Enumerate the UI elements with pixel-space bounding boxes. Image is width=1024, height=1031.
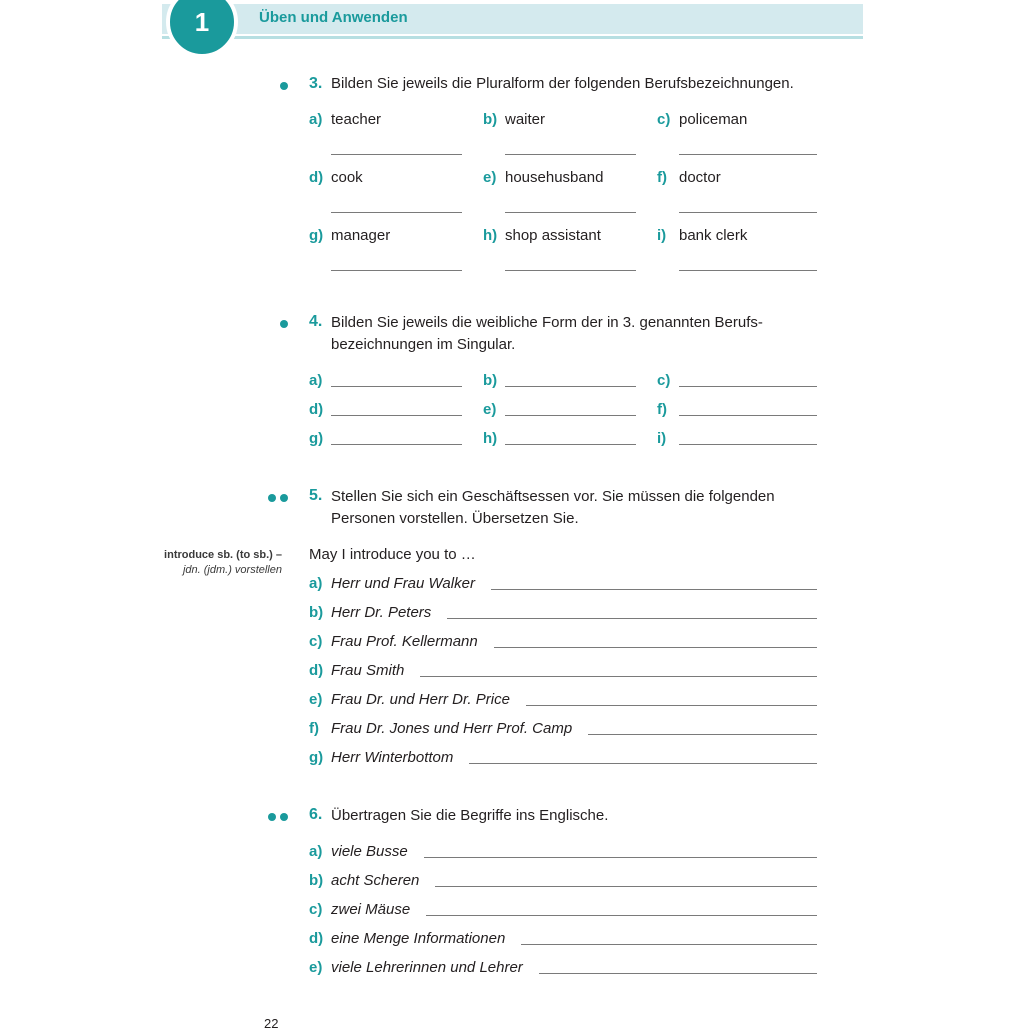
item-label: c) — [657, 372, 671, 389]
page-number: 22 — [264, 1016, 279, 1031]
exercise-4-instruction-line2: bezeichnungen im Singular. — [331, 336, 516, 353]
item-label: e) — [309, 691, 323, 708]
item-text: Herr Dr. Peters — [331, 604, 432, 621]
chapter-badge — [166, 0, 238, 58]
item-label: b) — [483, 111, 498, 128]
item-label: h) — [483, 227, 498, 244]
item-label: d) — [309, 662, 324, 679]
section-title: Üben und Anwenden — [259, 9, 408, 26]
item-label: c) — [309, 901, 323, 918]
answer-line[interactable] — [420, 676, 817, 677]
difficulty-dot — [268, 494, 276, 502]
margin-note-translation: jdn. (jdm.) vorstellen — [182, 564, 282, 576]
difficulty-dot — [268, 813, 276, 821]
exercise-5-lead-sentence: May I introduce you to … — [309, 546, 476, 563]
header-rule — [162, 36, 863, 39]
answer-line[interactable] — [331, 212, 462, 213]
answer-line[interactable] — [469, 763, 817, 764]
item-text: Herr und Frau Walker — [331, 575, 475, 592]
item-text: Frau Prof. Kellermann — [331, 633, 478, 650]
difficulty-dot — [280, 82, 288, 90]
item-text: Frau Smith — [331, 662, 405, 679]
answer-line[interactable] — [505, 154, 636, 155]
exercise-6-instruction: Übertragen Sie die Begriffe ins Englische. — [331, 807, 609, 824]
item-label: f) — [309, 720, 319, 737]
item-label: e) — [309, 959, 323, 976]
answer-line[interactable] — [491, 589, 817, 590]
job-title: manager — [331, 227, 391, 244]
answer-line[interactable] — [679, 415, 817, 416]
item-label: c) — [309, 633, 323, 650]
item-label: h) — [483, 430, 498, 447]
item-label: d) — [309, 169, 324, 186]
answer-line[interactable] — [435, 886, 817, 887]
exercise-5-number: 5. — [309, 487, 323, 504]
item-label: i) — [657, 227, 667, 244]
answer-line[interactable] — [426, 915, 817, 916]
item-label: i) — [657, 430, 667, 447]
item-label: a) — [309, 111, 323, 128]
answer-line[interactable] — [505, 270, 636, 271]
exercise-3-number: 3. — [309, 75, 323, 92]
difficulty-dot — [280, 494, 288, 502]
answer-line[interactable] — [331, 415, 462, 416]
answer-line[interactable] — [331, 270, 462, 271]
answer-line[interactable] — [526, 705, 817, 706]
job-title: teacher — [331, 111, 382, 128]
item-label: f) — [657, 401, 667, 418]
answer-line[interactable] — [679, 444, 817, 445]
answer-line[interactable] — [679, 212, 817, 213]
answer-line[interactable] — [424, 857, 817, 858]
job-title: househusband — [505, 169, 604, 186]
answer-line[interactable] — [679, 270, 817, 271]
chapter-number: 1 — [194, 6, 210, 37]
item-label: b) — [309, 604, 324, 621]
item-text: zwei Mäuse — [331, 901, 411, 918]
item-text: viele Busse — [331, 843, 408, 860]
job-title: shop assistant — [505, 227, 601, 244]
exercise-4-instruction-line1: Bilden Sie jeweils die weibliche Form der in 3. genannten Berufs- — [331, 314, 763, 331]
item-label: e) — [483, 401, 497, 418]
item-label: g) — [309, 430, 324, 447]
margin-note-term: introduce sb. (to sb.) – — [164, 549, 282, 561]
answer-line[interactable] — [331, 154, 462, 155]
answer-line[interactable] — [539, 973, 817, 974]
exercise-3-instruction: Bilden Sie jeweils die Pluralform der folgenden Berufsbezeichnungen. — [331, 75, 794, 92]
item-label: a) — [309, 372, 323, 389]
answer-line[interactable] — [331, 386, 462, 387]
answer-line[interactable] — [505, 212, 636, 213]
item-label: b) — [309, 872, 324, 889]
difficulty-dot — [280, 320, 288, 328]
answer-line[interactable] — [505, 386, 636, 387]
exercise-5-instruction-line2: Personen vorstellen. Übersetzen Sie. — [331, 510, 579, 527]
answer-line[interactable] — [588, 734, 817, 735]
job-title: policeman — [679, 111, 748, 128]
item-label: g) — [309, 227, 324, 244]
item-text: Herr Winterbottom — [331, 749, 454, 766]
job-title: bank clerk — [679, 227, 748, 244]
item-text: acht Scheren — [331, 872, 420, 889]
item-label: a) — [309, 575, 323, 592]
job-title: waiter — [505, 111, 546, 128]
answer-line[interactable] — [505, 415, 636, 416]
item-label: b) — [483, 372, 498, 389]
answer-line[interactable] — [447, 618, 817, 619]
item-text: eine Menge Informationen — [331, 930, 506, 947]
difficulty-dot — [280, 813, 288, 821]
item-text: Frau Dr. und Herr Dr. Price — [331, 691, 510, 708]
item-label: d) — [309, 401, 324, 418]
answer-line[interactable] — [331, 444, 462, 445]
answer-line[interactable] — [521, 944, 817, 945]
exercise-4-number: 4. — [309, 313, 323, 330]
exercise-6-number: 6. — [309, 806, 323, 823]
answer-line[interactable] — [679, 386, 817, 387]
answer-line[interactable] — [494, 647, 817, 648]
job-title: doctor — [679, 169, 721, 186]
exercise-5-instruction-line1: Stellen Sie sich ein Geschäftsessen vor. Sie müssen die folgenden — [331, 488, 775, 505]
item-label: f) — [657, 169, 667, 186]
job-title: cook — [331, 169, 363, 186]
item-label: g) — [309, 749, 324, 766]
item-text: Frau Dr. Jones und Herr Prof. Camp — [331, 720, 573, 737]
item-label: a) — [309, 843, 323, 860]
item-text: viele Lehrerinnen und Lehrer — [331, 959, 523, 976]
item-label: c) — [657, 111, 671, 128]
item-label: d) — [309, 930, 324, 947]
answer-line[interactable] — [505, 444, 636, 445]
answer-line[interactable] — [679, 154, 817, 155]
vocabulary-margin-note — [162, 548, 282, 578]
item-label: e) — [483, 169, 497, 186]
